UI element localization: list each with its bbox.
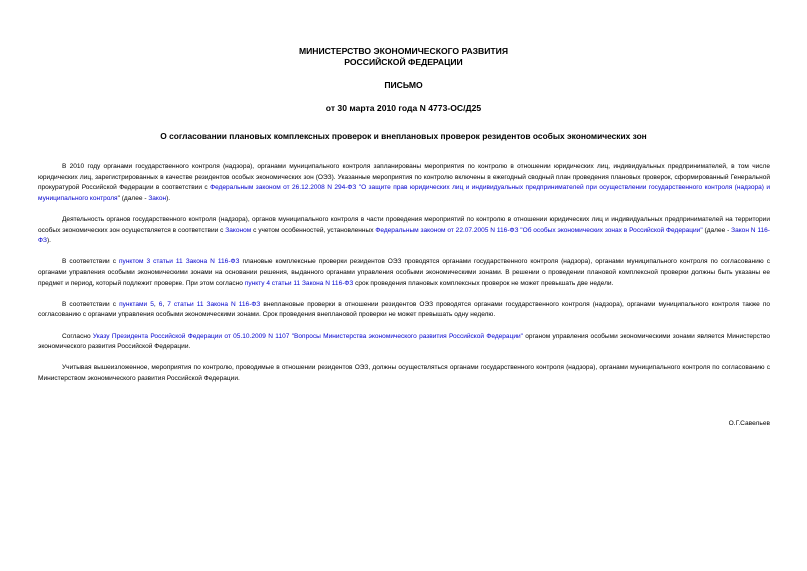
signature: О.Г.Савельев — [728, 420, 770, 427]
text-run: Согласно — [62, 332, 93, 340]
link-article-11-point-7[interactable]: 7 статьи 11 Закона N 116-ФЗ — [167, 300, 261, 308]
text-run: ). — [166, 194, 171, 202]
text-run: ). — [46, 237, 51, 245]
paragraph-6 — [38, 363, 770, 384]
text-run: плановые комплексные проверки резидентов ОЭЗ проводятся органами государственного контроля (надзора), органами муниципального контроля по согласованию с органами управления особыми экономическими зонами на основании решения, выданного органами управления особыми экономическими зонами. В решении о проведении плановой комплексной проверки должны быть указаны ее предмет и период, который подлежит проверке. При этом согласно — [38, 258, 770, 287]
document-body — [38, 162, 770, 395]
org-name-line-1: МИНИСТЕРСТВО ЭКОНОМИЧЕСКОГО РАЗВИТИЯ — [298, 46, 509, 56]
text-run: срок проведения плановых комплексных проверок не может превышать две недели. — [353, 279, 614, 287]
paragraph-3 — [38, 257, 770, 289]
link-article-11-point-4[interactable]: пункту 4 статьи 11 Закона N 116-ФЗ — [244, 279, 354, 287]
text-run: В соответствии с — [62, 300, 120, 308]
paragraph-1 — [38, 162, 770, 204]
text-run: " (далее - — [117, 194, 149, 202]
link-law[interactable]: Закон — [148, 194, 167, 202]
text-run: (далее - — [702, 226, 732, 234]
text-run: В соответствии с — [62, 258, 119, 266]
document-date-number: от 30 марта 2010 года N 4773-ОС/Д25 — [325, 103, 482, 113]
link-federal-law-294[interactable]: Федеральным законом от 26.12.2008 N 294-ФЗ "О защите прав юридических лиц и индивидуальных предпринимателей при осуществлении государственного контроля (надзора) и муниципального контроля — [38, 184, 770, 202]
link-law[interactable]: Законом — [225, 226, 252, 234]
link-federal-law-116[interactable]: Федеральным законом от 22.07.2005 N 116-ФЗ "Об особых экономических зонах в Российской Федерации" — [375, 226, 703, 234]
paragraph-4 — [38, 300, 770, 321]
text-run: внеплановые проверки в отношении резидентов ОЭЗ проводятся органами государственного контроля (надзора), органами муниципального контроля также по согласованию с органами управления особыми экономическими зонами. Срок проведения внеплановой проверки не может превышать одну неделю. — [38, 300, 771, 319]
text-run: , — [162, 300, 168, 308]
link-presidential-decree-1107[interactable]: Указу Президента Российской Федерации от 05.10.2009 N 1107 "Вопросы Министерства экономического развития Российской Федерации" — [92, 332, 523, 340]
link-law-116[interactable]: Закон N 116-ФЗ — [38, 226, 770, 245]
link-article-11-point-6[interactable]: 6 — [158, 300, 163, 308]
document-title: О согласовании плановых комплексных проверок и внеплановых проверок резидентов особых экономических зон — [160, 131, 647, 141]
issuing-organization — [0, 46, 807, 67]
link-article-11-point-5[interactable]: пунктами 5 — [119, 300, 154, 308]
document-type: ПИСЬМО — [384, 80, 423, 90]
text-run: , — [153, 300, 159, 308]
text-run: органом управления особыми экономическими зонами является Министерство экономического развития Российской Федерации. — [38, 332, 770, 351]
text-run: с учетом особенностей, установленных — [251, 226, 376, 234]
paragraph-5 — [38, 332, 770, 353]
link-article-11-point-3[interactable]: пунктом 3 статьи 11 Закона N 116-ФЗ — [119, 258, 240, 266]
org-name-line-2: РОССИЙСКОЙ ФЕДЕРАЦИИ — [344, 56, 463, 67]
text-run: В 2010 году органами государственного контроля (надзора), органами муниципального контроля запланированы мероприятия по контролю в отношении юридических лиц, индивидуальных предпринимателей, в том числе юридических лиц, зарегистрированных в качестве резидентов особых экономических зон (ОЭЗ). Указанные мероприятия по контролю включены в ежегодный сводный план проведения плановых проверок, сформированный Генеральной прокуратурой Российской Федерации в соответствии с — [38, 163, 770, 192]
text-run: Учитывая вышеизложенное, мероприятия по контролю, проводимые в отношении резидентов ОЭЗ, должны осуществляться органами государственного контроля (надзора), органами муниципального контроля по согласованию с Министерством экономического развития Российской Федерации. — [38, 364, 770, 382]
text-run: Деятельность органов государственного контроля (надзора), органов муниципального контроля в части проведения мероприятий по контролю в отношении юридических лиц и индивидуальных предпринимателей на территории особых экономических зон осуществляется в соответствии с — [38, 215, 770, 234]
paragraph-2 — [38, 215, 770, 247]
